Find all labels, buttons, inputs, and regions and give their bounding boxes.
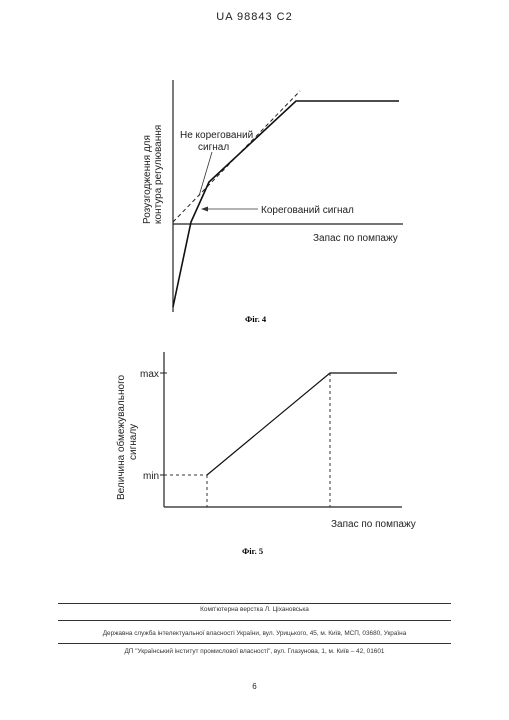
fig5-min-label: min bbox=[143, 471, 160, 482]
footer-rule-top bbox=[58, 603, 451, 604]
fig4-uncorrected-label-line1: Не корегований bbox=[180, 130, 254, 141]
footer-institute-address-line: ДП "Український інститут промислової власності", вул. Глазунова, 1, м. Київ – 42, 01601 bbox=[124, 648, 385, 655]
fig5-x-axis-label: Запас по помпажу bbox=[331, 519, 416, 530]
fig5-caption: Фіг. 5 bbox=[242, 546, 264, 556]
fig5-y-axis-label-line1: Величина обмежувального bbox=[116, 374, 127, 500]
fig5-y-axis-label-line2: сигналу bbox=[128, 423, 139, 460]
footer-typesetter-line: Комп'ютерна верстка Л. Ціхановська bbox=[200, 606, 309, 613]
footer-office-address-line: Державна служба інтелектуальної власності України, вул. Урицького, 45, м. Київ, МСП, 03680, Україна bbox=[102, 630, 407, 637]
fig5-max-label: max bbox=[140, 369, 159, 380]
patent-number-header: UA 98843 C2 bbox=[216, 11, 293, 23]
fig4-corrected-label: Корегований сигнал bbox=[261, 205, 354, 216]
page-number: 6 bbox=[252, 682, 257, 691]
fig4-y-axis-label-line2: контура регулювання bbox=[153, 124, 164, 224]
footer-rule-middle bbox=[58, 620, 451, 621]
fig5-limiting-signal-line bbox=[207, 373, 397, 475]
fig4-y-axis-label-line1: Розузгодження для bbox=[142, 135, 153, 224]
footer-rule-lower bbox=[58, 643, 451, 644]
fig4-uncorrected-label-line2: сигнал bbox=[198, 142, 230, 153]
fig4-x-axis-label: Запас по помпажу bbox=[313, 233, 398, 244]
fig4-caption: Фіг. 4 bbox=[245, 314, 267, 324]
